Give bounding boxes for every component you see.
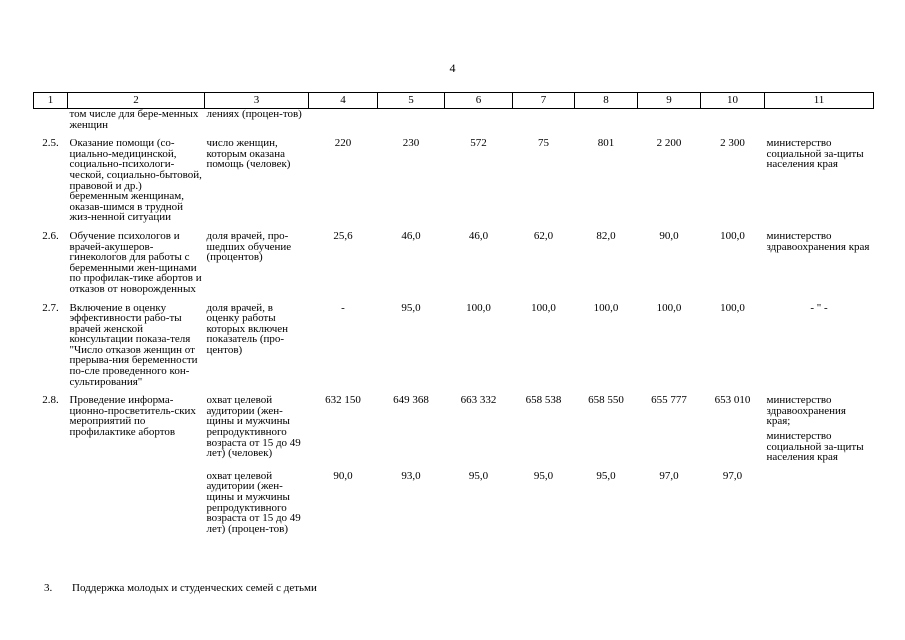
indicator-name: лениях (процен-тов) xyxy=(206,108,302,120)
section-number: 3. xyxy=(44,582,53,594)
value-cell: 2 200 xyxy=(656,137,682,150)
executor xyxy=(765,467,874,539)
value-cell xyxy=(513,109,575,137)
row-number: 2.6. xyxy=(42,229,59,242)
column-number-header xyxy=(34,93,874,109)
value-cell: 95,0 xyxy=(468,469,489,482)
col-header: 6 xyxy=(445,93,513,109)
value-cell: 97,0 xyxy=(659,469,679,482)
value-cell: 801 xyxy=(597,137,615,150)
page-number: 4 xyxy=(449,61,456,75)
value-cell: 100,0 xyxy=(720,301,745,314)
value-cell: 95,0 xyxy=(401,301,421,314)
indicator-name: охват целевой аудитории (жен-щины и мужчины репродуктивного возраста от 15 до 49 лет) (процен-тов) xyxy=(206,469,301,535)
value-cell: 46,0 xyxy=(401,229,421,242)
measure-name: Обучение психологов и врачей-акушеров-гинекологов для работы с беременными жен-щинами по профилак-тике абортов и отказов от новорожденных xyxy=(69,229,202,295)
value-cell: 220 xyxy=(334,137,352,150)
value-cell: 653 010 xyxy=(714,394,751,407)
col-header: 2 xyxy=(68,93,205,109)
value-cell: 2 300 xyxy=(720,137,745,150)
value-cell: - xyxy=(341,301,345,314)
col-header: 11 xyxy=(765,93,874,109)
executor-ditto: - " - xyxy=(810,301,828,314)
measure-name xyxy=(68,467,205,539)
executor xyxy=(765,393,874,467)
value-cell: 46,0 xyxy=(468,229,489,242)
value-cell: 90,0 xyxy=(659,229,679,242)
value-cell: 62,0 xyxy=(533,229,554,242)
value-cell xyxy=(701,109,765,137)
value-cell: 655 777 xyxy=(651,394,687,407)
value-cell: 663 332 xyxy=(460,394,497,407)
table-row xyxy=(34,301,874,394)
indicator-name: доля врачей, в оценку работы которых включен показатель (про-центов) xyxy=(206,301,289,356)
row-number xyxy=(34,467,68,539)
value-cell: 100,0 xyxy=(656,301,682,314)
executor: министерство здравоохранения края xyxy=(766,229,870,253)
table-row xyxy=(34,393,874,467)
value-cell xyxy=(575,109,638,137)
col-header: 9 xyxy=(638,93,701,109)
measure-name: Оказание помощи (со-циально-медицинской, социально-психологи-ческой, социально-бытовой, правовой и др.) беременным женщинам, оказав-шимся в трудной жиз-ненной ситуации xyxy=(69,137,202,224)
value-cell xyxy=(378,109,445,137)
value-cell: 82,0 xyxy=(596,229,616,242)
executor xyxy=(765,109,874,137)
executor-secondary: министерство социальной за-щиты населения края xyxy=(766,430,864,464)
col-header: 8 xyxy=(575,93,638,109)
value-cell: 93,0 xyxy=(401,469,421,482)
value-cell: 95,0 xyxy=(596,469,616,482)
value-cell: 100,0 xyxy=(531,301,556,314)
value-cell: 95,0 xyxy=(533,469,554,482)
measure-name: Проведение информа-ционно-просветитель-ских мероприятий по профилактике абортов xyxy=(69,394,196,439)
value-cell: 100,0 xyxy=(720,229,745,242)
section-title: Поддержка молодых и студенческих семей с детьми xyxy=(72,582,317,594)
program-table xyxy=(33,92,874,538)
value-cell: 649 368 xyxy=(393,394,429,407)
value-cell xyxy=(638,109,701,137)
row-number: 2.8. xyxy=(42,394,59,407)
col-header: 7 xyxy=(513,93,575,109)
value-cell: 97,0 xyxy=(722,469,743,482)
executor: министерство социальной за-щиты населения края xyxy=(766,137,864,171)
value-cell: 100,0 xyxy=(593,301,619,314)
col-header: 10 xyxy=(701,93,765,109)
value-cell: 25,6 xyxy=(333,229,353,242)
col-header: 4 xyxy=(309,93,378,109)
table-row xyxy=(34,467,874,539)
value-cell: 658 550 xyxy=(588,394,624,407)
measure-name: том числе для бере-менных женщин xyxy=(69,108,199,131)
row-number: 2.5. xyxy=(42,137,59,150)
value-cell: 230 xyxy=(402,137,420,150)
indicator-name: число женщин, которым оказана помощь (человек) xyxy=(206,137,291,171)
value-cell: 75 xyxy=(538,137,549,150)
value-cell: 100,0 xyxy=(466,301,491,314)
table-row xyxy=(34,109,874,137)
value-cell: 90,0 xyxy=(333,469,353,482)
measure-name: Включение в оценку эффективности рабо-ты врачей женской консультации показа-теля "Число отказов женщин от прерыва-ния беременности по-сле проведенного кон-сультирования" xyxy=(69,301,198,388)
indicator-name: доля врачей, про-шедших обучение (процентов) xyxy=(206,229,292,264)
row-number xyxy=(34,109,68,137)
col-header: 3 xyxy=(205,93,309,109)
row-number: 2.7. xyxy=(42,301,59,314)
value-cell xyxy=(309,109,378,137)
col-header: 1 xyxy=(34,93,68,109)
executor-primary: министерство здравоохранения края; xyxy=(766,394,846,428)
value-cell: 632 150 xyxy=(325,394,361,407)
table-row xyxy=(34,136,874,229)
col-header: 5 xyxy=(378,93,445,109)
indicator-name: охват целевой аудитории (жен-щины и мужчины репродуктивного возраста от 15 до 49 лет) (человек) xyxy=(206,394,301,460)
value-cell xyxy=(445,109,513,137)
value-cell: 658 538 xyxy=(525,394,562,407)
value-cell: 572 xyxy=(470,137,487,150)
table-row xyxy=(34,229,874,301)
